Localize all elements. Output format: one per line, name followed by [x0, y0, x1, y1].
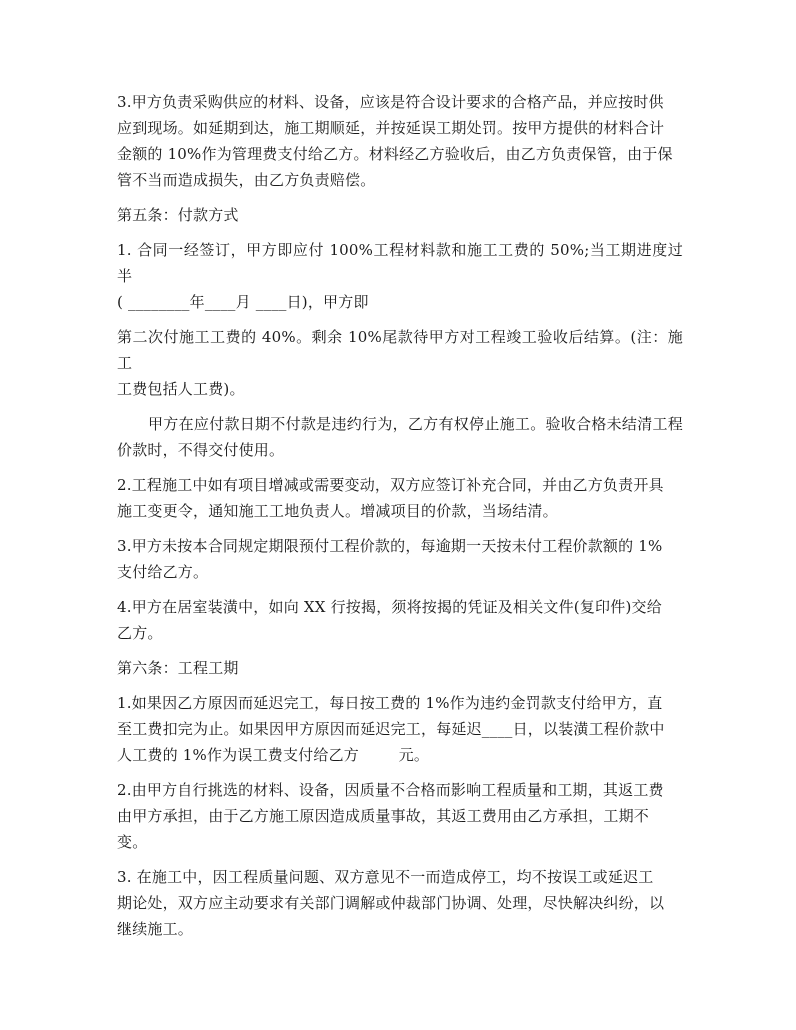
document-body [117, 89, 683, 951]
text-line: 乙方。 [117, 624, 163, 642]
heading-text: 第六条：工程工期 [117, 659, 239, 677]
text-line: 期论处，双方应主动要求有关部门调解或仲裁部门协调、处理，尽快解决纠纷，以 [117, 894, 665, 912]
text-line: 应到现场。如延期到达，施工期顺延，并按延误工期处罚。按甲方提供的材料合计 [117, 119, 665, 137]
text-line: 施工变更令，通知施工工地负责人。增减项目的价款，当场结清。 [117, 502, 558, 520]
text-line: 人工费的 1%作为误工费支付给乙方 元。 [117, 746, 430, 764]
text-line: 2.工程施工中如有项目增减或需要变动，双方应签订补充合同，并由乙方负责开具 [117, 476, 664, 494]
article-6-item-2 [117, 777, 683, 855]
text-line: 3.甲方负责采购供应的材料、设备，应该是符合设计要求的合格产品，并应按时供 [117, 93, 664, 111]
text-line: 1.如果因乙方原因而延迟完工，每日按工费的 1%作为违约金罚款支付给甲方，直 [117, 694, 663, 712]
article-5-item-1 [117, 237, 683, 315]
text-line: 变。 [117, 833, 148, 851]
text-line: 金额的 10%作为管理费支付给乙方。材料经乙方验收后，由乙方负责保管，由于保 [117, 145, 673, 163]
text-line: 2.由甲方自行挑选的材料、设备，因质量不合格而影响工程质量和工期，其返工费 [117, 781, 664, 799]
heading-text: 第五条：付款方式 [117, 206, 239, 224]
article-5-item-1-cont [117, 324, 683, 402]
text-line: 第二次付施工工费的 40%。剩余 10%尾款待甲方对工程竣工验收后结算。(注：施工 [117, 328, 683, 372]
text-line: 继续施工。 [117, 920, 194, 938]
text-line: 支付给乙方。 [117, 563, 209, 581]
article-5-item-3 [117, 533, 683, 585]
article-6-heading [117, 655, 683, 681]
article-6-item-1 [117, 690, 683, 768]
article-5-heading [117, 202, 683, 228]
article-5-item-4 [117, 594, 683, 646]
text-line: 程价款时，不得交付使用。 [117, 415, 683, 459]
text-line: 管不当而造成损失，由乙方负责赔偿。 [117, 171, 376, 189]
article-6-item-3 [117, 864, 683, 942]
text-line: 至工费扣完为止。如果因甲方原因而延迟完工，每延迟____日，以装潢工程价款中 [117, 720, 665, 738]
text-line: 由甲方承担，由于乙方施工原因造成质量事故，其返工费用由乙方承担，工期不 [117, 807, 650, 825]
article-5-item-2 [117, 472, 683, 524]
text-line: 1. 合同一经签订，甲方即应付 100%工程材料款和施工工费的 50%;当工期进度过半 [117, 241, 683, 285]
article-5-note [117, 411, 683, 463]
text-line: 4.甲方在居室装潢中，如向 XX 行按揭，须将按揭的凭证及相关文件(复印件)交给 [117, 598, 662, 616]
text-line: 3.甲方未按本合同规定期限预付工程价款的，每逾期一天按未付工程价款额的 1% [117, 537, 663, 555]
text-line: 工费包括人工费)。 [117, 380, 245, 398]
text-line: ( ________年____月 ____日)，甲方即 [117, 293, 369, 311]
text-line: 3. 在施工中，因工程质量问题、双方意见不一而造成停工，均不按误工或延迟工 [117, 868, 654, 886]
text-line: 甲方在应付款日期不付款是违约行为，乙方有权停止施工。验收合格未结清工 [148, 415, 668, 433]
clause-4-item-3 [117, 89, 683, 193]
